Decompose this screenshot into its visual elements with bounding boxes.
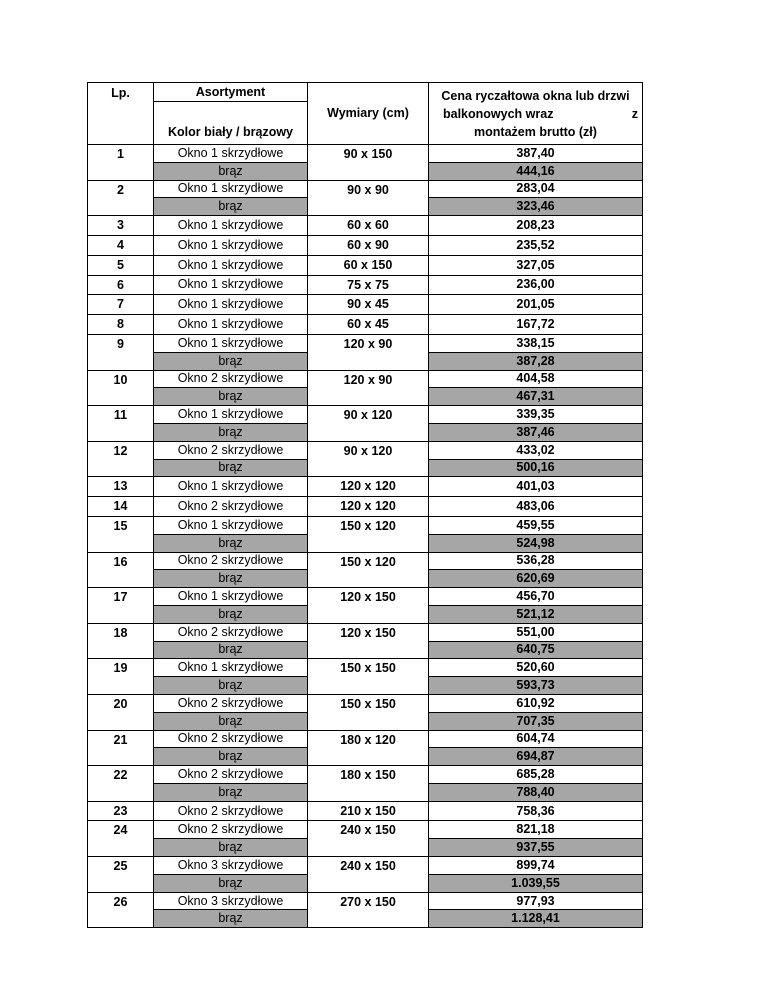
row-dimensions: 60 x 60 [308,216,429,236]
row-variant-braz: brąz [154,839,308,857]
row-price-braz: 620,69 [429,570,643,588]
row-price-braz: 694,87 [429,748,643,766]
row-variant-braz: brąz [154,641,308,659]
row-lp: 8 [88,315,154,335]
row-price: 236,00 [429,275,643,295]
row-price: 899,74 [429,857,643,875]
row-lp: 15 [88,516,154,552]
row-price: 401,03 [429,477,643,497]
row-product-name: Okno 1 skrzydłowe [154,659,308,677]
row-lp: 2 [88,180,154,216]
row-price-braz: 323,46 [429,198,643,216]
table-row [88,216,643,236]
header-row [88,83,643,102]
row-variant-braz: brąz [154,388,308,406]
row-price-braz: 467,31 [429,388,643,406]
row-dimensions: 90 x 120 [308,406,429,442]
table-row [88,694,643,712]
row-variant-braz: brąz [154,198,308,216]
table-row [88,235,643,255]
row-variant-braz: brąz [154,874,308,892]
row-dimensions: 150 x 120 [308,516,429,552]
table-row [88,255,643,275]
row-price: 201,05 [429,295,643,315]
row-variant-braz: brąz [154,352,308,370]
row-product-name: Okno 1 skrzydłowe [154,516,308,534]
table-body [88,83,643,928]
row-price: 235,52 [429,235,643,255]
table-row [88,801,643,821]
row-dimensions: 90 x 90 [308,180,429,216]
row-dimensions: 90 x 45 [308,295,429,315]
row-price: 685,28 [429,766,643,784]
row-variant-braz: brąz [154,534,308,552]
row-variant-braz: brąz [154,570,308,588]
row-price: 610,92 [429,694,643,712]
row-dimensions: 60 x 45 [308,315,429,335]
header-price-line1: Cena ryczałtowa okna lub drzwi [441,88,630,103]
table-row [88,315,643,335]
row-lp: 7 [88,295,154,315]
row-lp: 14 [88,497,154,517]
table-row [88,552,643,570]
row-lp: 18 [88,623,154,659]
table-row [88,623,643,641]
row-dimensions: 180 x 120 [308,730,429,766]
row-price: 433,02 [429,441,643,459]
row-lp: 24 [88,821,154,857]
row-price-braz: 387,46 [429,423,643,441]
row-price: 604,74 [429,730,643,748]
row-price: 339,35 [429,406,643,424]
row-price: 456,70 [429,588,643,606]
table-row [88,516,643,534]
row-dimensions: 75 x 75 [308,275,429,295]
row-dimensions: 270 x 150 [308,892,429,928]
row-dimensions: 210 x 150 [308,801,429,821]
row-price: 536,28 [429,552,643,570]
row-lp: 10 [88,370,154,406]
row-product-name: Okno 2 skrzydłowe [154,623,308,641]
row-dimensions: 120 x 150 [308,588,429,624]
row-dimensions: 120 x 120 [308,477,429,497]
row-lp: 17 [88,588,154,624]
row-dimensions: 150 x 150 [308,659,429,695]
table-row [88,295,643,315]
table-row [88,406,643,424]
row-price-braz: 788,40 [429,783,643,801]
header-price-line2-z: z [631,106,638,121]
row-product-name: Okno 1 skrzydłowe [154,477,308,497]
row-price: 208,23 [429,216,643,236]
row-price-braz: 1.128,41 [429,910,643,928]
row-price-braz: 387,28 [429,352,643,370]
row-price-braz: 593,73 [429,677,643,695]
row-lp: 26 [88,892,154,928]
row-product-name: Okno 1 skrzydłowe [154,235,308,255]
row-lp: 19 [88,659,154,695]
row-product-name: Okno 1 skrzydłowe [154,255,308,275]
row-variant-braz: brąz [154,677,308,695]
row-dimensions: 120 x 120 [308,497,429,517]
row-price: 387,40 [429,145,643,163]
row-price: 483,06 [429,497,643,517]
row-lp: 9 [88,334,154,370]
row-dimensions: 240 x 150 [308,821,429,857]
row-lp: 1 [88,145,154,181]
row-product-name: Okno 3 skrzydłowe [154,892,308,910]
row-variant-braz: brąz [154,748,308,766]
row-lp: 16 [88,552,154,588]
row-price: 283,04 [429,180,643,198]
row-price-braz: 1.039,55 [429,874,643,892]
table-row [88,180,643,198]
row-product-name: Okno 2 skrzydłowe [154,370,308,388]
row-price: 758,36 [429,801,643,821]
table-row [88,659,643,677]
row-dimensions: 120 x 150 [308,623,429,659]
row-lp: 6 [88,275,154,295]
row-variant-braz: brąz [154,910,308,928]
header-price-line2-wrap [433,105,638,123]
header-asortyment: Asortyment [154,83,308,102]
row-price-braz: 524,98 [429,534,643,552]
row-product-name: Okno 2 skrzydłowe [154,766,308,784]
row-product-name: Okno 1 skrzydłowe [154,588,308,606]
row-dimensions: 90 x 120 [308,441,429,477]
table-row [88,766,643,784]
row-dimensions: 60 x 150 [308,255,429,275]
row-dimensions: 150 x 120 [308,552,429,588]
row-product-name: Okno 1 skrzydłowe [154,180,308,198]
header-lp: Lp. [88,83,154,145]
table-row [88,145,643,163]
table-row [88,857,643,875]
row-variant-braz: brąz [154,459,308,477]
header-price-line2: balkonowych wraz [443,106,554,121]
row-variant-braz: brąz [154,423,308,441]
table-row [88,477,643,497]
row-lp: 3 [88,216,154,236]
row-dimensions: 120 x 90 [308,370,429,406]
row-lp: 20 [88,694,154,730]
row-price: 338,15 [429,334,643,352]
table-row [88,497,643,517]
row-price: 977,93 [429,892,643,910]
row-price: 551,00 [429,623,643,641]
row-product-name: Okno 1 skrzydłowe [154,334,308,352]
row-price: 327,05 [429,255,643,275]
table-row [88,441,643,459]
row-price-braz: 707,35 [429,712,643,730]
row-lp: 22 [88,766,154,802]
row-product-name: Okno 1 skrzydłowe [154,295,308,315]
row-product-name: Okno 1 skrzydłowe [154,406,308,424]
price-table [87,82,643,928]
row-price: 167,72 [429,315,643,335]
row-dimensions: 90 x 150 [308,145,429,181]
row-price-braz: 444,16 [429,162,643,180]
row-product-name: Okno 1 skrzydłowe [154,275,308,295]
row-dimensions: 120 x 90 [308,334,429,370]
row-dimensions: 180 x 150 [308,766,429,802]
table-row [88,588,643,606]
row-price-braz: 521,12 [429,605,643,623]
row-variant-braz: brąz [154,162,308,180]
row-lp: 23 [88,801,154,821]
row-price: 520,60 [429,659,643,677]
row-lp: 4 [88,235,154,255]
row-lp: 5 [88,255,154,275]
row-lp: 21 [88,730,154,766]
row-dimensions: 150 x 150 [308,694,429,730]
row-product-name: Okno 2 skrzydłowe [154,694,308,712]
row-price: 459,55 [429,516,643,534]
row-product-name: Okno 2 skrzydłowe [154,821,308,839]
header-wymiary: Wymiary (cm) [308,83,429,145]
row-price: 821,18 [429,821,643,839]
row-product-name: Okno 2 skrzydłowe [154,497,308,517]
table-row [88,821,643,839]
row-lp: 12 [88,441,154,477]
table-row [88,275,643,295]
row-price-braz: 640,75 [429,641,643,659]
header-price-line3: montażem brutto (zł) [474,124,597,139]
row-variant-braz: brąz [154,783,308,801]
row-variant-braz: brąz [154,712,308,730]
table-row [88,892,643,910]
row-price: 404,58 [429,370,643,388]
header-price [429,83,643,145]
header-kolor: Kolor biały / brązowy [154,102,308,145]
row-dimensions: 60 x 90 [308,235,429,255]
table-row [88,730,643,748]
table-row [88,334,643,352]
row-price-braz: 500,16 [429,459,643,477]
row-price-braz: 937,55 [429,839,643,857]
row-variant-braz: brąz [154,605,308,623]
row-product-name: Okno 3 skrzydłowe [154,857,308,875]
row-lp: 11 [88,406,154,442]
row-dimensions: 240 x 150 [308,857,429,893]
row-lp: 13 [88,477,154,497]
row-product-name: Okno 2 skrzydłowe [154,730,308,748]
row-product-name: Okno 1 skrzydłowe [154,145,308,163]
row-product-name: Okno 1 skrzydłowe [154,216,308,236]
table-row [88,370,643,388]
row-product-name: Okno 2 skrzydłowe [154,441,308,459]
row-product-name: Okno 2 skrzydłowe [154,801,308,821]
row-product-name: Okno 2 skrzydłowe [154,552,308,570]
row-lp: 25 [88,857,154,893]
row-product-name: Okno 1 skrzydłowe [154,315,308,335]
